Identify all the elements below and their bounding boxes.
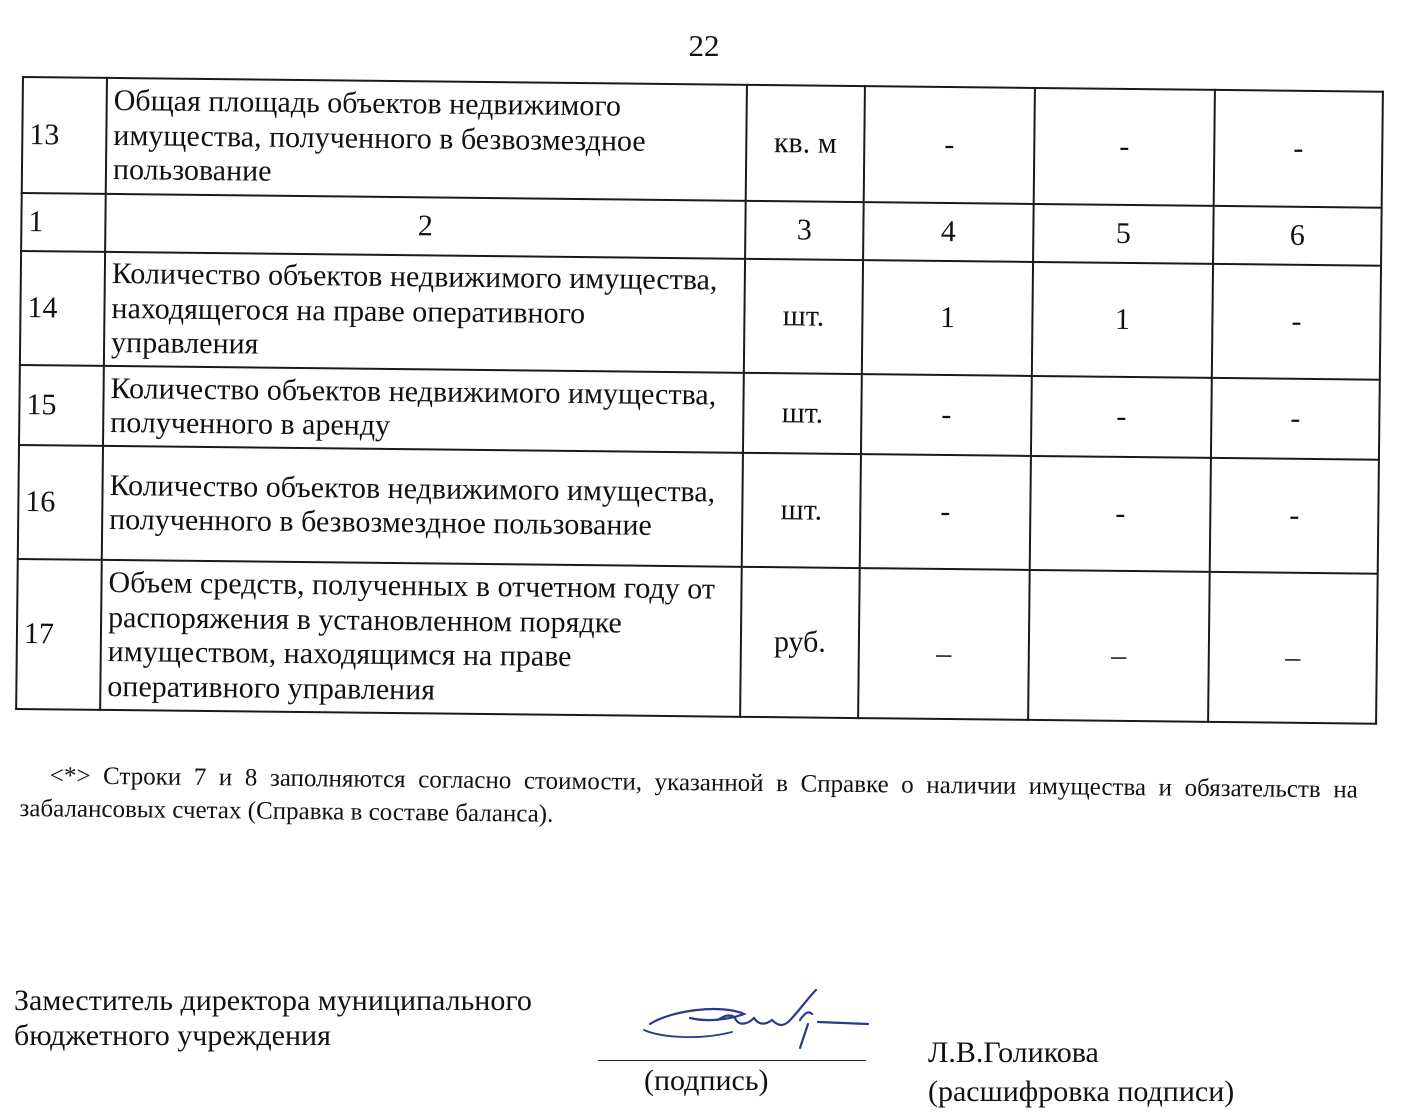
value-col4-cell: -: [860, 454, 1031, 570]
signature-line: [598, 1060, 866, 1061]
value-col5-cell: -: [1030, 456, 1211, 572]
signer-name: Л.В.Голикова: [928, 1036, 1099, 1069]
table-row-15: [19, 365, 1380, 460]
value-col5-cell: 1: [1032, 262, 1213, 378]
value-col6-cell: _: [1208, 572, 1378, 724]
row-number-cell: 16: [18, 445, 103, 560]
row-number-cell: 17: [16, 559, 102, 710]
value-col6-cell: -: [1210, 458, 1379, 574]
unit-cell: шт.: [742, 453, 861, 568]
column-number-1: 1: [21, 193, 106, 252]
signature-caption: (подпись): [644, 1064, 769, 1097]
column-number-2: 2: [105, 194, 746, 259]
indicator-name-cell: Количество объектов недвижимого имущества, полученного в безвозмездное пользование: [102, 446, 743, 567]
value-col6-cell: -: [1211, 378, 1380, 460]
value-col6-cell: -: [1212, 264, 1381, 380]
column-number-6: 6: [1213, 206, 1382, 266]
value-col4-cell: -: [861, 374, 1032, 456]
signer-name-caption: (расшифровка подписи): [928, 1075, 1235, 1108]
unit-cell: руб.: [740, 567, 860, 718]
row-number-cell: 13: [22, 77, 107, 194]
indicator-name-cell: Количество объектов недвижимого имущества, находящегося на праве оперативного управления: [104, 252, 745, 373]
column-number-4: 4: [863, 202, 1034, 262]
footnote: <*> Строки 7 и 8 заполняются согласно стоимости, указанной в Справке о наличии имущества и обязательств на забалансовых счетах (Справка в составе баланса).: [19, 762, 1358, 828]
column-number-5: 5: [1033, 204, 1214, 264]
unit-cell: шт.: [743, 373, 862, 454]
unit-cell: шт.: [744, 259, 863, 374]
handwritten-signature: [632, 984, 872, 1064]
value-col4-cell: 1: [862, 260, 1033, 376]
indicator-name-cell: Объем средств, полученных в отчетном году от распоряжения в установленном порядке имуществом, находящимся на праве оперативного управления: [100, 560, 742, 717]
indicator-name-cell: Количество объектов недвижимого имущества, полученного в аренду: [103, 366, 744, 453]
report-table: [15, 76, 1384, 725]
indicator-name-cell: Общая площадь объектов недвижимого имущества, полученного в безвозмездное пользование: [106, 78, 747, 201]
value-col5-cell: -: [1031, 376, 1212, 458]
row-number-cell: 15: [19, 365, 104, 446]
value-col5-cell: -: [1034, 88, 1215, 206]
table-row-17: [16, 559, 1378, 724]
signer-position-title: Заместитель директора муниципального бюджетного учреждения: [14, 984, 532, 1052]
value-col6-cell: -: [1214, 90, 1383, 208]
table-row-16: [18, 445, 1379, 574]
table-row-13: [22, 77, 1383, 208]
report-table-wrapper: [15, 76, 1382, 725]
column-number-3: 3: [745, 201, 864, 260]
row-number-cell: 14: [20, 251, 105, 366]
value-col4-cell: -: [864, 86, 1035, 204]
unit-cell: кв. м: [746, 85, 865, 202]
table-row-14: [20, 251, 1381, 380]
value-col5-cell: _: [1028, 570, 1210, 722]
page-number: 22: [688, 28, 720, 63]
value-col4-cell: _: [858, 568, 1030, 720]
